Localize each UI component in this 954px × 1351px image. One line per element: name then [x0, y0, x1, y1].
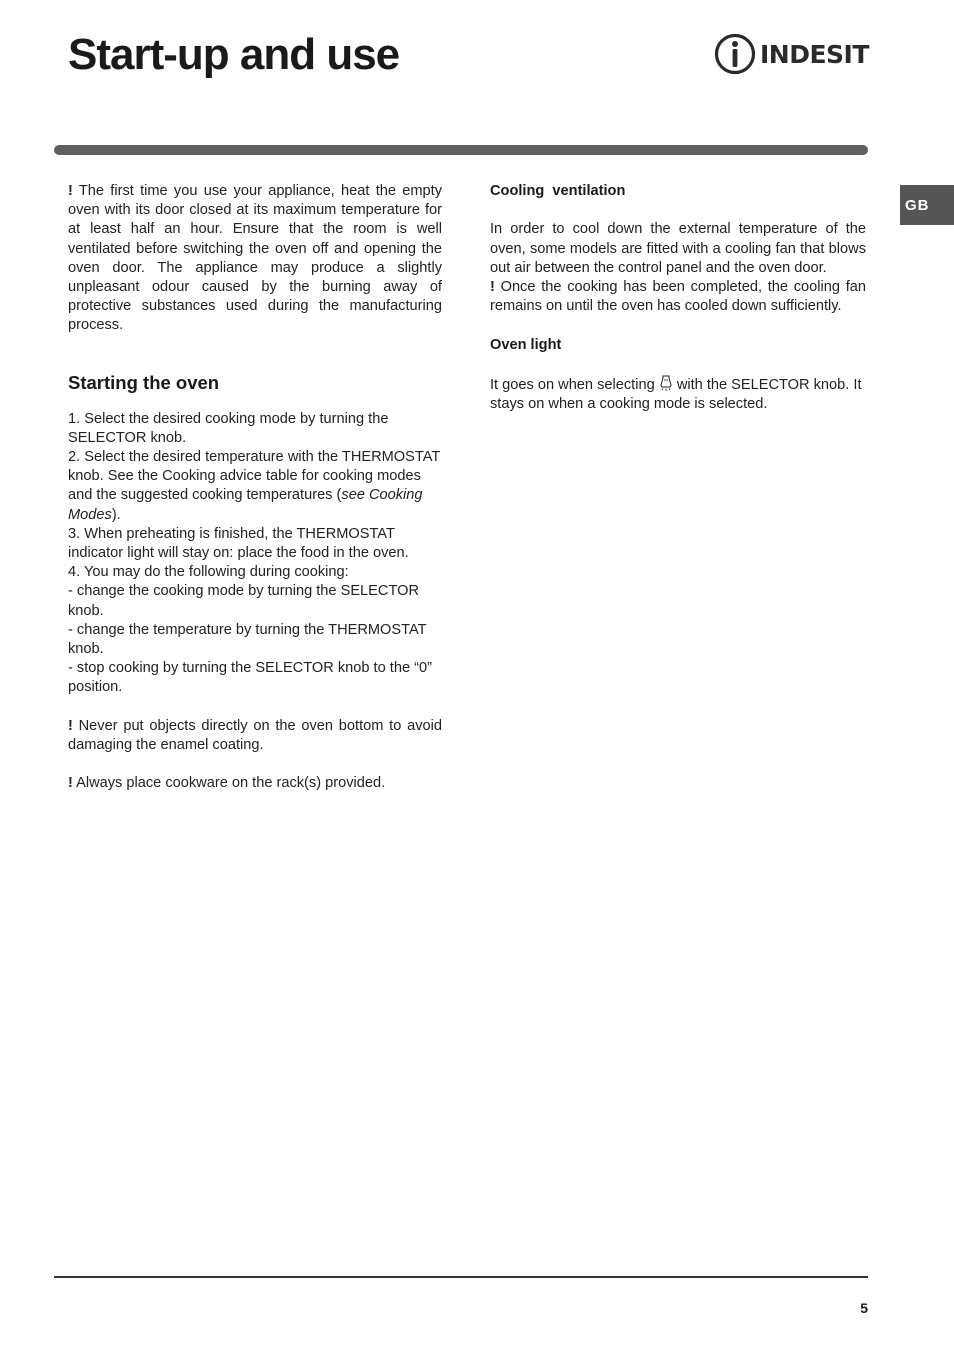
- step-3: 3. When preheating is finished, the THERMOSTAT indicator light will stay on: place the food in the oven.: [68, 525, 409, 562]
- oven-light-text: [490, 374, 866, 414]
- starting-oven-heading: Starting the oven: [68, 371, 220, 393]
- indesit-logo-mark-icon: [714, 33, 756, 75]
- step-2-close: ).: [111, 506, 121, 523]
- step-1: 1. Select the desired cooking mode by turning the SELECTOR knob.: [68, 410, 389, 446]
- intro-paragraph: [68, 182, 442, 336]
- language-tab: GB: [900, 185, 954, 225]
- cooling-ventilation-text: In order to cool down the external temperature of the oven, some models are fitted with a cooling fan that blows out air between the control panel and the oven door.: [490, 221, 866, 276]
- step-2: [68, 448, 442, 525]
- cooling-fan-note: [490, 278, 866, 316]
- warning-cookware-text: Always place cookware on the rack(s) provided.: [76, 775, 386, 792]
- cooling-ventilation-heading: Cooling ventilation: [490, 183, 626, 199]
- oven-light-heading: Oven light: [490, 336, 562, 353]
- oven-light-text-start: It goes on when selecting: [490, 376, 655, 393]
- indesit-logo: [714, 32, 874, 76]
- warning-mark: !: [68, 775, 73, 792]
- step-4-option-stop: - stop cooking by turning the SELECTOR knob to the “0” position.: [68, 660, 432, 696]
- warning-oven-bottom: [68, 717, 442, 755]
- header-divider: [54, 145, 868, 155]
- oven-light-text-end: with the SELECTOR knob. It stays on when a cooking mode is selected.: [490, 376, 862, 413]
- warning-mark: !: [490, 279, 495, 295]
- footer-divider: [54, 1276, 868, 1278]
- warning-mark: !: [68, 717, 73, 734]
- page-number: 5: [860, 1300, 868, 1316]
- step-2-text: 2. Select the desired temperature with the THERMOSTAT knob. See the Cooking advice table for cooking modes and the suggested cooking temperatures (: [68, 449, 441, 504]
- right-column: [490, 182, 866, 414]
- page-title: Start-up and use: [68, 30, 400, 79]
- oven-light-bulb-icon: [659, 374, 673, 392]
- warning-mark: !: [68, 183, 73, 199]
- cooling-fan-note-text: Once the cooking has been completed, the cooling fan remains on until the oven has cooled down sufficiently.: [490, 279, 866, 315]
- left-column: [68, 182, 442, 794]
- warning-cookware: [68, 774, 442, 793]
- step-4-option-mode: - change the cooking mode by turning the SELECTOR knob.: [68, 583, 419, 619]
- step-4-option-temperature: - change the temperature by turning the THERMOSTAT knob.: [68, 621, 427, 658]
- cooking-modes-reference: see Cooking Modes: [68, 487, 423, 523]
- intro-text: The first time you use your appliance, heat the empty oven with its door closed at its maximum temperature for at least half an hour. Ensure that the room is well ventilated before switching the oven off and opening the oven door. The appliance may produce a slightly unpleasant odour caused by the burning away of protective substances used during the manufacturing process.: [68, 183, 442, 334]
- step-4: 4. You may do the following during cooking:: [68, 564, 349, 581]
- warning-oven-bottom-text: Never put objects directly on the oven bottom to avoid damaging the enamel coating.: [68, 717, 442, 754]
- brand-wordmark: INDESIT: [760, 39, 869, 69]
